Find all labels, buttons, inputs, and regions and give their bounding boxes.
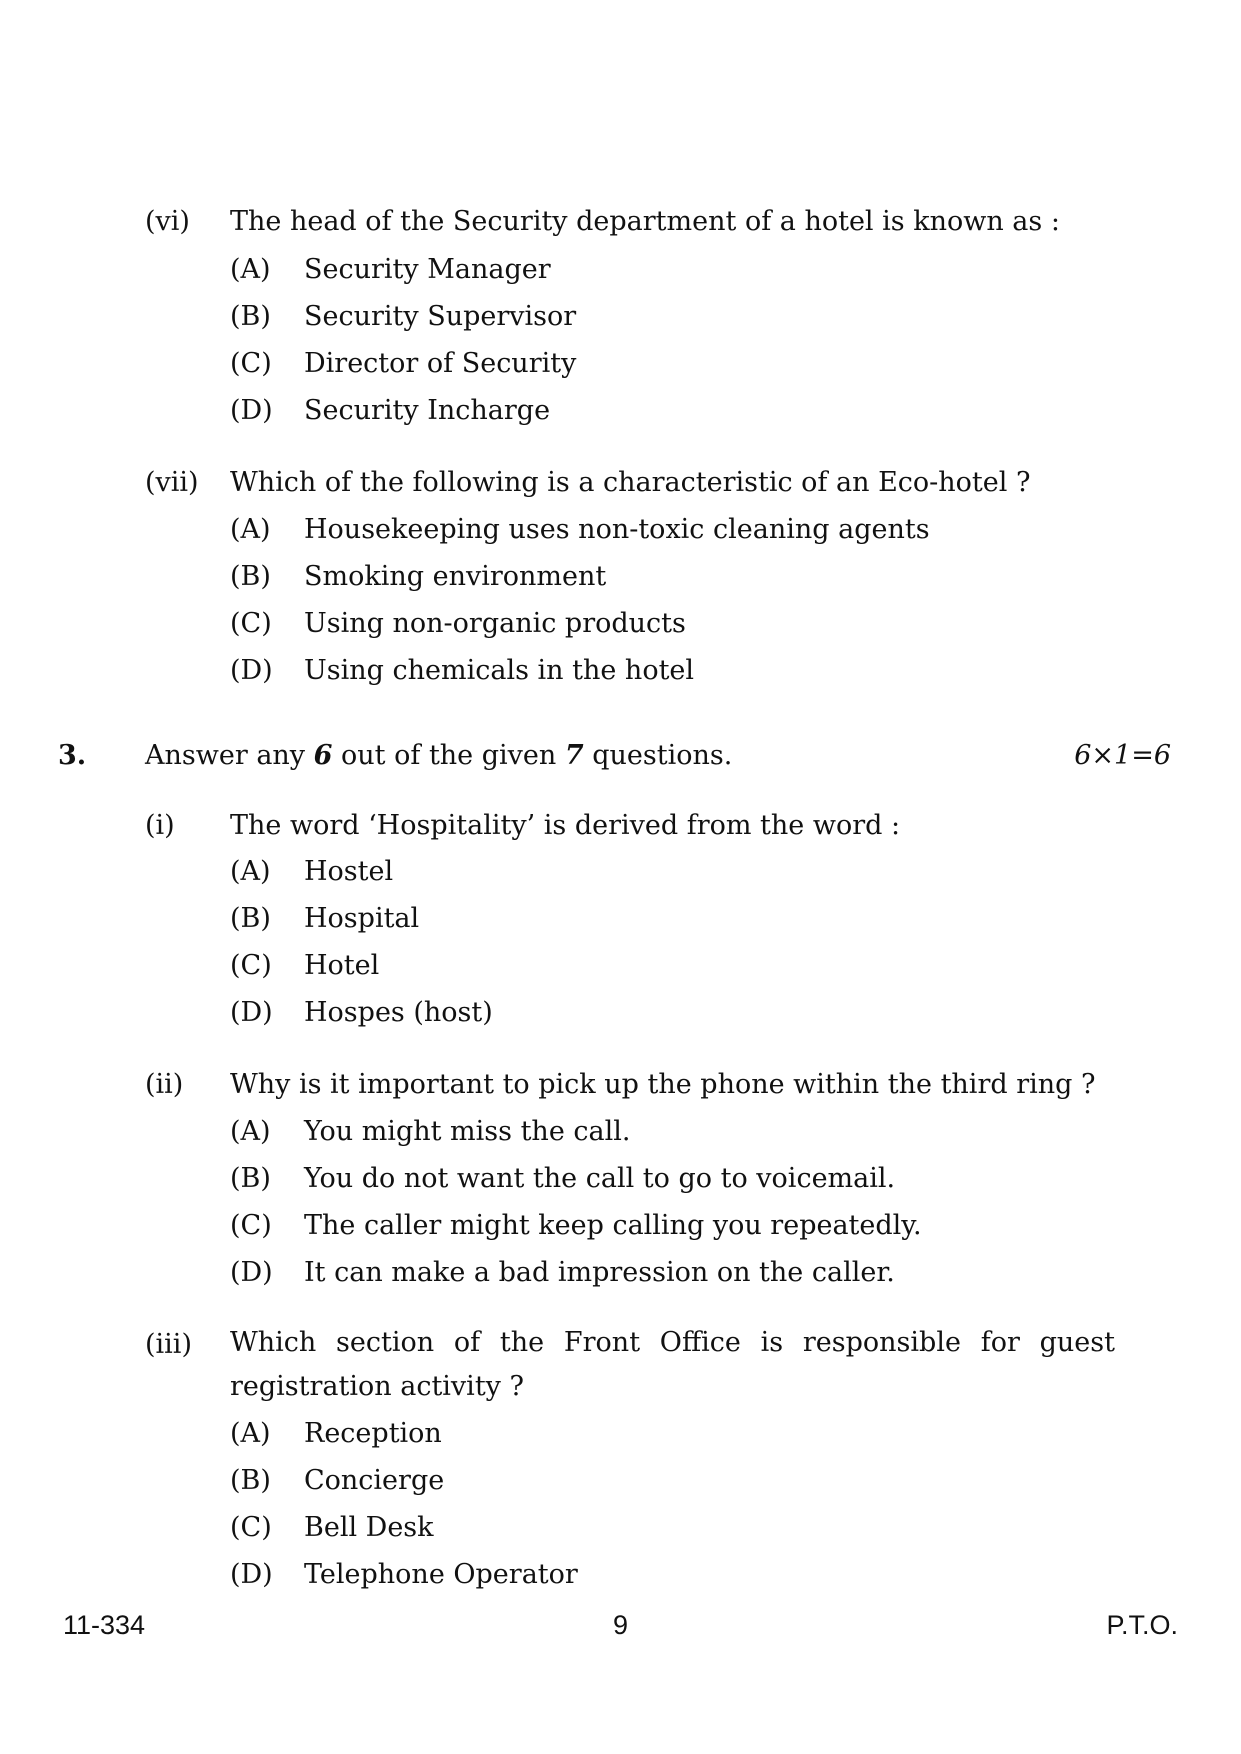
- option-text: Using non-organic products: [304, 608, 686, 639]
- option-text: The caller might keep calling you repeatedly.: [304, 1210, 922, 1241]
- page-number: 9: [612, 1610, 629, 1640]
- option-text: Director of Security: [304, 348, 577, 379]
- option-text: Security Manager: [304, 254, 551, 285]
- option-label: (A): [230, 856, 271, 887]
- option-text: You do not want the call to go to voicemail.: [304, 1163, 896, 1194]
- option-text: Bell Desk: [304, 1512, 434, 1543]
- option-label: (B): [230, 301, 271, 332]
- instruction-text: questions.: [583, 740, 733, 771]
- option-label: (B): [230, 561, 271, 592]
- option-label: (D): [230, 1257, 273, 1288]
- option-label: (C): [230, 950, 272, 981]
- option-label: (A): [230, 254, 271, 285]
- question-text: Why is it important to pick up the phone within the third ring ?: [230, 1069, 1096, 1100]
- option-label: (C): [230, 348, 272, 379]
- question-number: (i): [145, 810, 175, 841]
- section-number: 3.: [58, 740, 87, 771]
- marks-allocation: 6×1=6: [1074, 740, 1171, 771]
- option-text: Hospital: [304, 903, 420, 934]
- option-text: You might miss the call.: [304, 1116, 631, 1147]
- option-text: Hotel: [304, 950, 380, 981]
- option-text: Security Incharge: [304, 395, 551, 426]
- question-text-line-2: registration activity ?: [230, 1371, 524, 1402]
- question-number: (iii): [145, 1329, 192, 1360]
- instruction-text: out of the given: [332, 740, 565, 771]
- question-text: The head of the Security department of a hotel is known as :: [230, 206, 1060, 237]
- question-number: (vi): [145, 206, 190, 237]
- option-text: Hostel: [304, 856, 394, 887]
- option-label: (A): [230, 514, 271, 545]
- question-text: The word ‘Hospitality’ is derived from the word :: [230, 810, 901, 841]
- instruction-count: 6: [313, 740, 333, 771]
- question-number: (ii): [145, 1069, 184, 1100]
- question-text-line-1: Which section of the Front Office is responsible for guest: [230, 1327, 1115, 1358]
- option-label: (D): [230, 1559, 273, 1590]
- instruction-total: 7: [564, 740, 584, 771]
- option-text: Concierge: [304, 1465, 445, 1496]
- option-text: It can make a bad impression on the caller.: [304, 1257, 895, 1288]
- question-number: (vii): [145, 467, 199, 498]
- option-text: Using chemicals in the hotel: [304, 655, 695, 686]
- section-instruction: [145, 740, 732, 771]
- option-label: (C): [230, 608, 272, 639]
- option-label: (D): [230, 997, 273, 1028]
- option-text: Smoking environment: [304, 561, 607, 592]
- option-label: (D): [230, 395, 273, 426]
- option-text: Security Supervisor: [304, 301, 577, 332]
- option-label: (B): [230, 1163, 271, 1194]
- option-text: Reception: [304, 1418, 442, 1449]
- option-label: (B): [230, 903, 271, 934]
- option-text: Hospes (host): [304, 997, 493, 1028]
- option-text: Housekeeping uses non-toxic cleaning agents: [304, 514, 930, 545]
- option-label: (B): [230, 1465, 271, 1496]
- option-label: (A): [230, 1116, 271, 1147]
- option-text: Telephone Operator: [304, 1559, 578, 1590]
- option-label: (C): [230, 1512, 272, 1543]
- instruction-text: Answer any: [145, 740, 314, 771]
- question-text: Which of the following is a characteristic of an Eco-hotel ?: [230, 467, 1031, 498]
- option-label: (A): [230, 1418, 271, 1449]
- please-turn-over: P.T.O.: [1106, 1610, 1178, 1640]
- paper-code: 11-334: [63, 1610, 146, 1640]
- option-label: (D): [230, 655, 273, 686]
- option-label: (C): [230, 1210, 272, 1241]
